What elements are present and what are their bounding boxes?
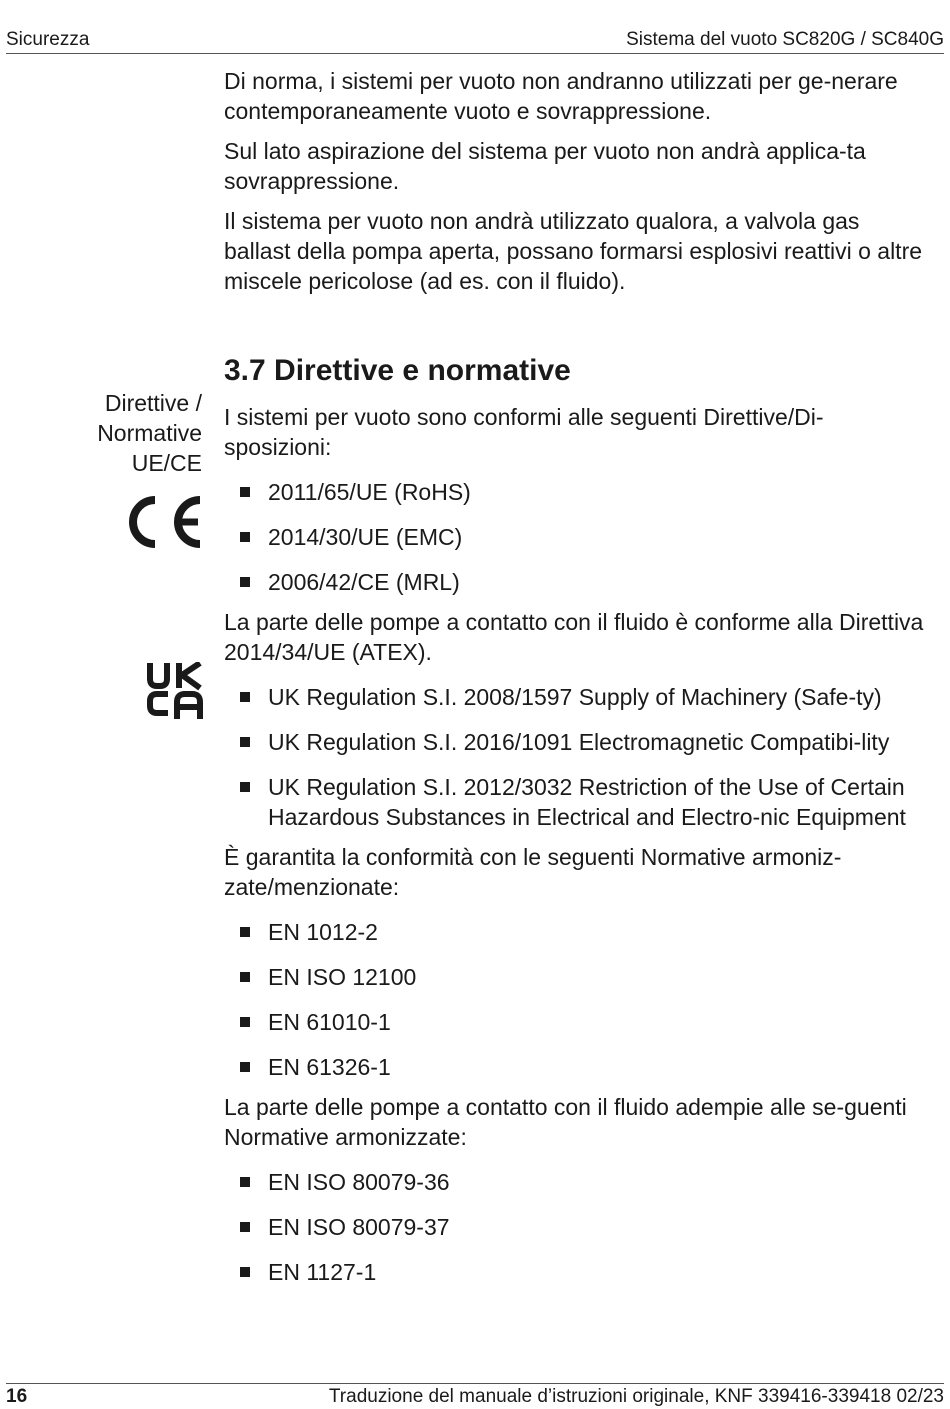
paragraph: La parte delle pompe a contatto con il fluido adempie alle se-guenti Normative armonizzate: xyxy=(224,1094,907,1150)
section-title: 3.7 Direttive e normative xyxy=(224,354,571,387)
page-number: 16 xyxy=(6,1386,28,1407)
paragraph: Il sistema per vuoto non andrà utilizzato qualora, a valvola gas ballast della pompa aperta, possano formarsi esplosivi reattivi o altre miscele pericolose (ad es. con il fluido). xyxy=(224,208,923,294)
footer-text: Traduzione del manuale d’istruzioni originale, KNF 339416-339418 02/23 xyxy=(328,1386,944,1407)
margin-label-line: UE/CE xyxy=(131,450,202,476)
page-footer xyxy=(6,1383,944,1407)
list-item: 2011/65/UE (RoHS) xyxy=(224,477,924,507)
page-header xyxy=(6,27,944,54)
margin-label-line: Normative xyxy=(97,420,202,446)
standards-list xyxy=(224,917,924,1082)
paragraph: Di norma, i sistemi per vuoto non andranno utilizzati per ge-nerare contemporaneamente vuoto e sovrappressione. xyxy=(224,68,898,124)
header-product: Sistema del vuoto SC820G / SC840G xyxy=(626,29,944,50)
list-item: UK Regulation S.I. 2008/1597 Supply of Machinery (Safe-ty) xyxy=(224,682,924,712)
paragraph: Sul lato aspirazione del sistema per vuoto non andrà applica-ta sovrappressione. xyxy=(224,138,866,194)
header-section: Sicurezza xyxy=(6,29,90,50)
list-item: 2006/42/CE (MRL) xyxy=(224,567,924,597)
list-item: EN ISO 80079-37 xyxy=(224,1212,924,1242)
margin-label-line: Direttive / xyxy=(104,390,202,416)
paragraph: I sistemi per vuoto sono conformi alle seguenti Direttive/Di-sposizioni: xyxy=(224,404,824,460)
ce-mark-icon xyxy=(122,493,204,551)
list-item: EN ISO 80079-36 xyxy=(224,1167,924,1197)
list-item: 2014/30/UE (EMC) xyxy=(224,522,924,552)
list-item: EN 61326-1 xyxy=(224,1052,924,1082)
main-content xyxy=(224,66,924,1297)
paragraph: La parte delle pompe a contatto con il fluido è conforme alla Direttiva 2014/34/UE (ATEX). xyxy=(224,609,924,665)
margin-label xyxy=(0,388,202,478)
directives-list xyxy=(224,477,924,597)
fluid-standards-list xyxy=(224,1167,924,1287)
list-item: UK Regulation S.I. 2016/1091 Electromagnetic Compatibi-lity xyxy=(224,727,924,757)
list-item: EN ISO 12100 xyxy=(224,962,924,992)
uk-regulations-list xyxy=(224,682,924,832)
ukca-mark-icon xyxy=(146,662,204,720)
list-item: EN 61010-1 xyxy=(224,1007,924,1037)
paragraph: È garantita la conformità con le seguenti Normative armoniz-zate/menzionate: xyxy=(224,844,842,900)
list-item: EN 1012-2 xyxy=(224,917,924,947)
list-item: EN 1127-1 xyxy=(224,1257,924,1287)
list-item: UK Regulation S.I. 2012/3032 Restriction of the Use of Certain Hazardous Substances in Electrical and Electro-nic Equipment xyxy=(224,772,924,832)
